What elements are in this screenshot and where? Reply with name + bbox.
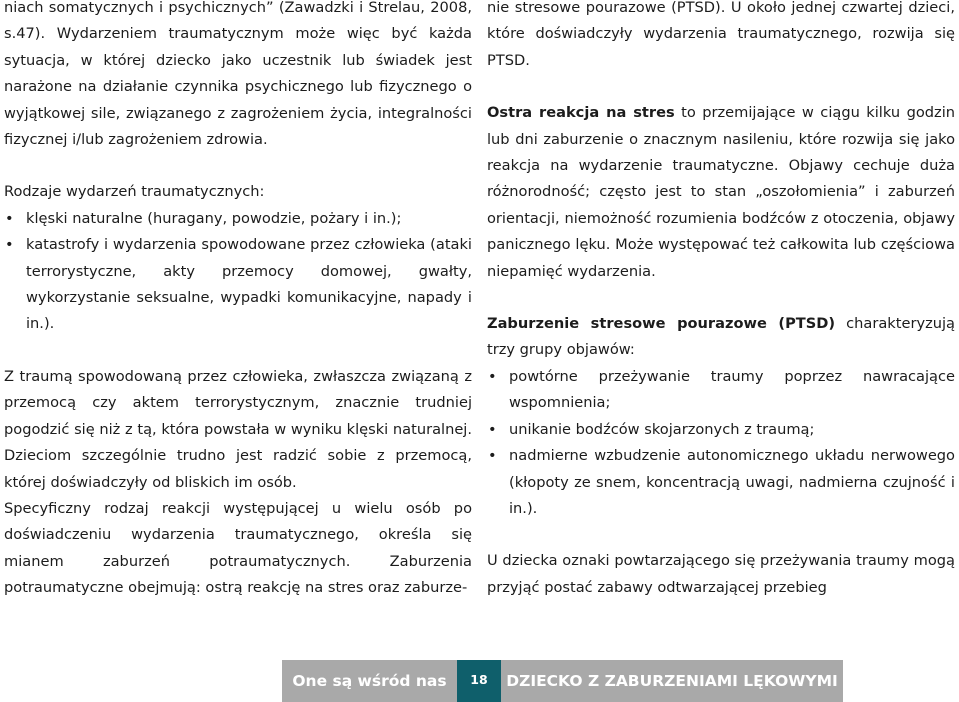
page-number: 18	[457, 660, 501, 702]
closing-paragraph: U dziecka oznaki powtarzającego się przeżywania traumy mogą przyjąć postać zabawy odtwarzającej przebieg	[487, 552, 955, 596]
list-item: • nadmierne wzbudzenie autonomicznego układu nerwowego (kłopoty ze snem, koncentracją uwagi, nadmierna czujność i in.).	[487, 443, 955, 522]
ptsd-symptoms-list	[487, 364, 955, 522]
trauma-types-list	[4, 206, 472, 338]
acute-stress-term: Ostra reakcja na stres	[487, 104, 675, 122]
continuation-paragraph: nie stresowe pourazowe (PTSD). U około jednej czwartej dzieci, które doświadczyły wydarzenia traumatycznego, rozwija się PTSD.	[487, 0, 955, 69]
list-item: • katastrofy i wydarzenia spowodowane przez człowieka (ataki terrorystyczne, akty przemocy domowej, gwałty, wykorzystanie seksualne, wypadki komunikacyjne, napady i in.).	[4, 232, 472, 338]
ptsd-paragraph	[487, 311, 955, 364]
posttraumatic-paragraph: Specyficzny rodzaj reakcji występującej u wielu osób po doświadczeniu wydarzenia traumatycznego, określa się mianem zaburzeń potraumatycznych. Zaburzenia potraumatyczne obejmują: ostrą reakcję na stres oraz zaburze-	[4, 499, 472, 597]
footer-series-title: One są wśród nas	[282, 660, 457, 702]
list-item: • klęski naturalne (huragany, powodzie, pożary i in.);	[4, 206, 472, 232]
right-column	[487, 0, 955, 601]
ptsd-text: charakteryzują trzy grupy objawów:	[487, 315, 955, 359]
page-footer	[282, 660, 843, 702]
human-trauma-paragraph: Z traumą spowodowaną przez człowieka, zwłaszcza związaną z przemocą czy aktem terrorystycznym, znacznie trudniej pogodzić się niż z tą, która powstała w wyniku klęski naturalnej. Dzieciom szczególnie trudno jest radzić sobie z przemocą, której doświadczyły od bliskich im osób.	[4, 367, 472, 491]
types-heading: Rodzaje wydarzeń traumatycznych:	[4, 183, 265, 201]
footer-chapter-title: DZIECKO Z ZABURZENIAMI LĘKOWYMI	[501, 660, 843, 702]
list-item: • powtórne przeżywanie traumy poprzez nawracające wspomnienia;	[487, 364, 955, 417]
list-item: • unikanie bodźców skojarzonych z traumą;	[487, 417, 955, 443]
acute-stress-text: to przemijające w ciągu kilku godzin lub dni zaburzenie o znacznym nasileniu, które rozwija się jako reakcja na wydarzenie traumatyczne. Objawy cechuje duża różnorodność; często jest to stan „oszołomienia” i zaburzeń orientacji, niemożność rozumienia bodźców z otoczenia, objawy panicznego lęku. Może występować też całkowita lub częściowa niepamięć wydarzenia.	[487, 104, 955, 280]
ptsd-term: Zaburzenie stresowe pourazowe (PTSD)	[487, 315, 836, 333]
acute-stress-paragraph	[487, 100, 955, 285]
intro-paragraph: niach somatycznych i psychicznych” (Zawadzki i Strelau, 2008, s.47). Wydarzeniem traumatycznym może więc być każda sytuacja, w której dziecko jako uczestnik lub świadek jest narażone na działanie czynnika psychicznego lub fizycznego o wyjątkowej sile, związanego z zagrożeniem życia, integralności fizycznej i/lub zagrożeniem zdrowia.	[4, 0, 472, 149]
left-column	[4, 0, 472, 602]
